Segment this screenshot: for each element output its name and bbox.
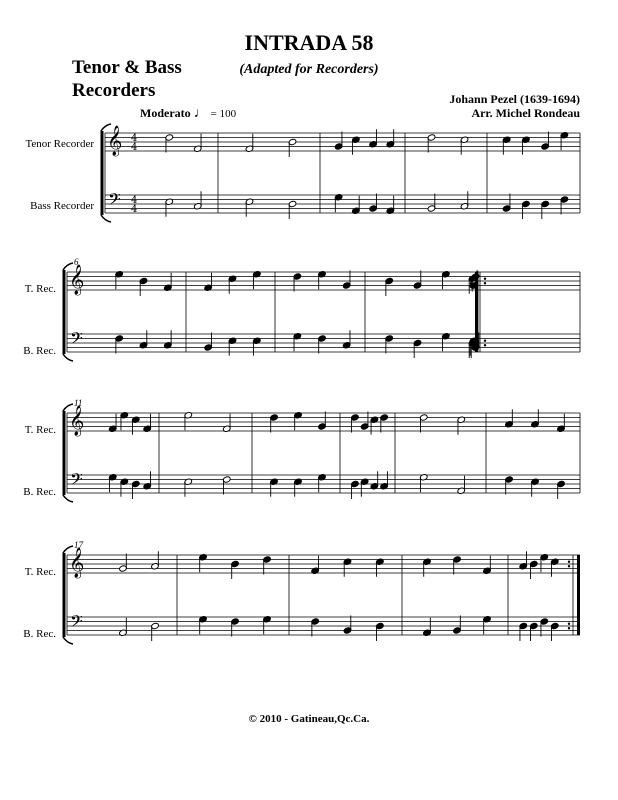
quarter-note-icon: ♩	[193, 106, 208, 121]
part-name-bass: B. Rec.	[23, 628, 56, 640]
time-signature: 4	[131, 195, 138, 206]
bracket-hook	[63, 354, 73, 361]
tempo-text: Moderato	[140, 106, 191, 120]
part-name-bass: B. Rec.	[23, 486, 56, 498]
treble-clef-icon: 𝄞	[69, 265, 85, 295]
bass-clef-icon: 𝄢	[70, 328, 83, 352]
arranger-credit: Arr. Michel Rondeau	[471, 106, 580, 120]
score-title: INTRADA 58	[244, 30, 374, 55]
measure-number: 17	[74, 540, 83, 550]
copyright-footer: © 2010 - Gatineau,Qc.Ca.	[248, 713, 370, 725]
score-subtitle: (Adapted for Recorders)	[239, 62, 379, 77]
final-barline	[577, 555, 580, 635]
instrumentation-line-2: Recorders	[72, 80, 156, 101]
part-name-tenor: T. Rec.	[24, 424, 56, 436]
part-name-tenor: T. Rec.	[24, 566, 56, 578]
part-name-bass: B. Rec.	[23, 345, 56, 357]
time-signature: 4	[131, 133, 138, 144]
repeat-dot	[484, 344, 486, 346]
part-name-bass: Bass Recorder	[30, 200, 94, 212]
repeat-dot	[568, 561, 570, 563]
part-name-tenor: Tenor Recorder	[25, 138, 94, 150]
part-name-tenor: T. Rec.	[24, 283, 56, 295]
bracket-hook	[101, 215, 111, 222]
time-signature: 4	[131, 204, 138, 215]
treble-clef-icon: 𝄞	[69, 548, 85, 578]
repeat-dot	[568, 627, 570, 629]
measure-number: 11	[74, 398, 83, 408]
tempo-value: = 100	[210, 108, 237, 120]
repeat-dot	[484, 278, 486, 280]
repeat-dot	[568, 623, 570, 625]
repeat-dot	[568, 565, 570, 567]
repeat-dot	[484, 340, 486, 342]
repeat-dot	[484, 282, 486, 284]
bracket-hook	[63, 637, 73, 644]
instrumentation-line-1: Tenor & Bass	[72, 57, 182, 78]
bass-clef-icon: 𝄢	[108, 189, 121, 213]
composer-credit: Johann Pezel (1639-1694)	[449, 92, 580, 106]
measure-number: 6	[74, 257, 79, 267]
treble-clef-icon: 𝄞	[69, 406, 85, 436]
bass-clef-icon: 𝄢	[70, 469, 83, 493]
treble-clef-icon: 𝄞	[107, 126, 123, 156]
time-signature: 4	[131, 142, 138, 153]
bracket-hook	[63, 495, 73, 502]
bass-clef-icon: 𝄢	[70, 611, 83, 635]
